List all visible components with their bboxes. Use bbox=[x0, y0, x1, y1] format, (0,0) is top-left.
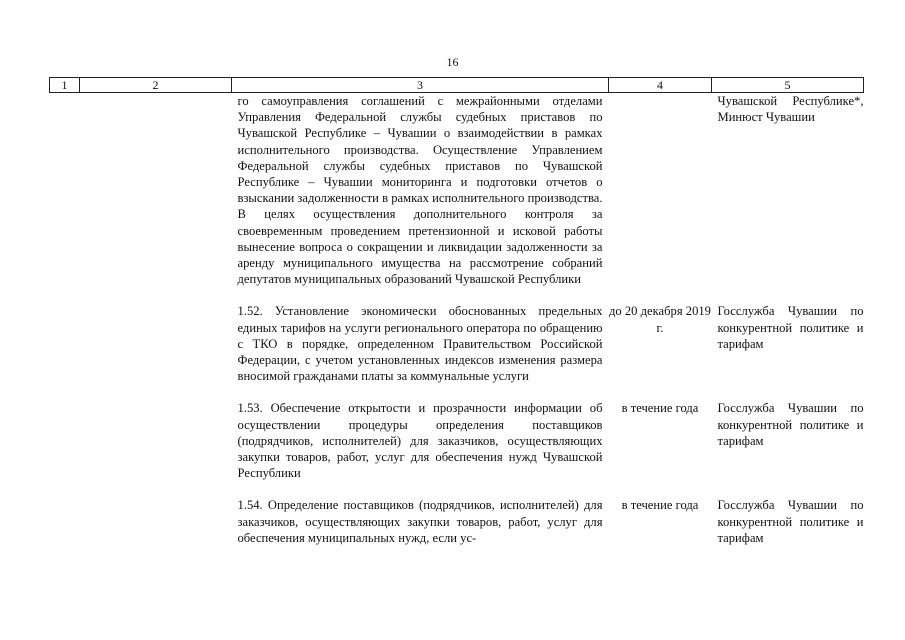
plan-table bbox=[49, 77, 864, 546]
responsible-text: Чувашской Республике*, Минюст Чувашии bbox=[717, 94, 864, 125]
table-row bbox=[50, 303, 864, 384]
table-row bbox=[50, 497, 864, 546]
measure-text: 1.53. Обеспечение открытости и прозрачности информации об осуществлении процедуры определения поставщиков (подрядчиков, исполнителей) для заказчиков, осуществляющих закупки товаров, работ, услуг для обеспечения нужд Чувашской Республики bbox=[237, 401, 603, 481]
deadline-text: в течение года bbox=[621, 498, 699, 513]
page-number: 16 bbox=[446, 55, 459, 69]
measure-text: го самоуправления соглашений с межрайонными отделами Управления Федеральной службы судебных приставов по Чувашской Республике – Чувашии о взаимодействии в рамках исполнительного производства. Осуществление Управлением Федеральной службы судебных приставов по Чувашской Республике – Чувашии мониторинга и подготовки отчетов о взыскании задолженности в рамках исполнительного производства. В целях осуществления дополнительного контроля за своевременным проведением претензионной и исковой работы вынесение вопроса о сокращении и ликвидации задолженности за аренду муниципального имущества на рассмотрение собраний депутатов муниципальных образований Чувашской Республики bbox=[237, 94, 603, 287]
column-header-3: 3 bbox=[232, 78, 609, 93]
column-header-1: 1 bbox=[50, 78, 80, 93]
deadline-text: до 20 декабря 2019 г. bbox=[609, 304, 711, 335]
responsible-text: Госслужба Чувашии по конкурентной политике и тарифам bbox=[717, 401, 864, 448]
table-row bbox=[50, 93, 864, 288]
deadline-text: в течение года bbox=[621, 401, 699, 416]
responsible-text: Госслужба Чувашии по конкурентной политике и тарифам bbox=[717, 304, 864, 351]
column-header-4: 4 bbox=[609, 78, 712, 93]
table-row bbox=[50, 400, 864, 481]
column-header-5: 5 bbox=[712, 78, 864, 93]
measure-text: 1.52. Установление экономически обоснованных предельных единых тарифов на услуги регионального оператора по обращению с ТКО в порядке, определенном Правительством Российской Федерации, с учетом установленных индексов изменения размера вносимой гражданами платы за коммунальные услуги bbox=[237, 304, 603, 384]
responsible-text: Госслужба Чувашии по конкурентной политике и тарифам bbox=[717, 498, 864, 545]
column-number-row bbox=[50, 78, 864, 93]
measure-text: 1.54. Определение поставщиков (подрядчиков, исполнителей) для заказчиков, осуществляющих закупки товаров, работ, услуг для обеспечения муниципальных нужд, если ус- bbox=[237, 498, 603, 545]
column-header-2: 2 bbox=[80, 78, 232, 93]
deadline-text bbox=[609, 93, 712, 288]
